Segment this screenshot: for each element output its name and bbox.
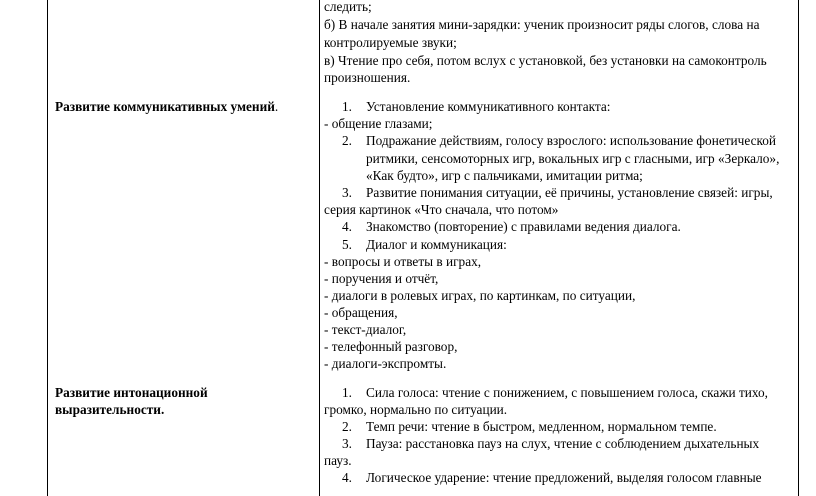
row1-line3: контролируемые звуки; — [324, 35, 457, 50]
row1-line1: следить; — [324, 0, 372, 14]
row2-line2: - общение глазами; — [324, 116, 433, 131]
row3-line2: громко, нормально по ситуации. — [324, 402, 508, 417]
row3-item4-num: 4. — [342, 470, 352, 485]
row2-line16: - диалоги-экспромты. — [324, 356, 447, 371]
row2-line7: серия картинок «Что сначала, что потом» — [324, 202, 559, 217]
row2-line12: - диалоги в ролевых играх, по картинкам, по ситуации, — [324, 288, 636, 303]
row2-item1-num: 1. — [342, 99, 352, 114]
row2-line4: ритмики, сенсомоторных игр, вокальных игр с гласными, игр «Зеркало», — [366, 151, 780, 166]
row3-item1-text: Сила голоса: чтение с понижением, с повышением голоса, скажи тихо, — [366, 385, 769, 400]
row2-item5-text: Диалог и коммуникация: — [366, 237, 507, 252]
row2-heading-tail: . — [274, 99, 279, 114]
row3-item3-num: 3. — [342, 436, 352, 451]
row2-item2-num: 2. — [342, 133, 352, 148]
row3-heading-line1: Развитие интонационной — [55, 385, 208, 400]
row2-line5: «Как будто», игр с пальчиками, имитации ритма; — [366, 168, 643, 183]
row2-item3-text: Развитие понимания ситуации, её причины, установление связей: игры, — [366, 185, 773, 200]
row3-heading-line2: выразительности. — [55, 402, 165, 417]
row2-heading-bold: Развитие коммуникативных умений — [55, 99, 275, 114]
row2-line14: - текст-диалог, — [324, 322, 407, 337]
row1-line2: б) В начале занятия мини-зарядки: ученик произносит ряды слогов, слова на — [324, 17, 760, 32]
table-column-divider — [319, 0, 320, 496]
row2-line13: - обращения, — [324, 305, 398, 320]
row3-item2-num: 2. — [342, 419, 352, 434]
row2-line10: - вопросы и ответы в играх, — [324, 254, 482, 269]
table-right-border — [798, 0, 799, 496]
row3-item1-num: 1. — [342, 385, 352, 400]
row2-item4-num: 4. — [342, 219, 352, 234]
row3-line5: пауз. — [324, 453, 352, 468]
row1-line4: в) Чтение про себя, потом вслух с установкой, без установки на самоконтроль — [324, 53, 767, 68]
row1-line5: произношения. — [324, 70, 411, 85]
row2-line11: - поручения и отчёт, — [324, 271, 439, 286]
row2-item5-num: 5. — [342, 237, 352, 252]
row3-item4-text: Логическое ударение: чтение предложений, выделяя голосом главные — [366, 470, 762, 485]
row2-item4-text: Знакомство (повторение) с правилами ведения диалога. — [366, 219, 681, 234]
row3-item2-text: Темп речи: чтение в быстром, медленном, нормальном темпе. — [366, 419, 717, 434]
row3-item3-text: Пауза: расстановка пауз на слух, чтение с соблюдением дыхательных — [366, 436, 760, 451]
table-left-border — [47, 0, 48, 496]
row2-item1-text: Установление коммуникативного контакта: — [366, 99, 611, 114]
row2-line15: - телефонный разговор, — [324, 339, 458, 354]
row2-item3-num: 3. — [342, 185, 352, 200]
row2-heading — [55, 98, 278, 116]
row2-item2-text: Подражание действиям, голосу взрослого: использование фонетической — [366, 133, 777, 148]
